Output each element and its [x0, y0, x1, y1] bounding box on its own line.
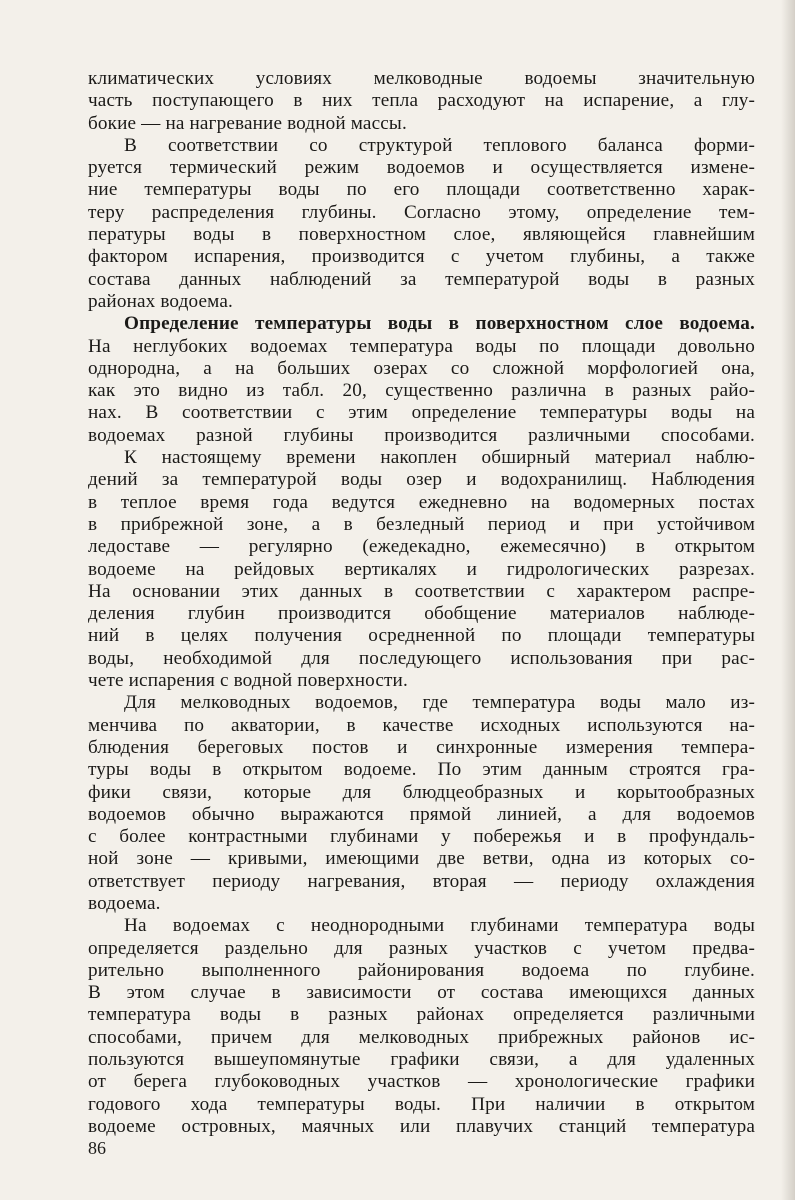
paragraph-3 [88, 313, 755, 447]
text-line: состава данных наблюдений за температурой воды в разных [88, 268, 755, 290]
paragraph-5 [88, 692, 755, 915]
text-line: туры воды в открытом водоеме. По этим данным строятся гра- [88, 759, 755, 781]
text-line: ледоставе — регулярно (ежедекадно, ежемесячно) в открытом [88, 536, 755, 558]
text-line: способами, причем для мелководных прибрежных районов ис- [88, 1026, 755, 1048]
text-line: пользуются вышеупомянутые графики связи, а для удаленных [88, 1049, 755, 1071]
text-line: К настоящему времени накоплен обширный материал наблю- [124, 447, 755, 469]
text-line: водоеме островных, маячных или плавучих станций температура [88, 1115, 755, 1137]
paragraph-6 [88, 915, 755, 1138]
page-body [88, 68, 755, 1138]
text-line: руется термический режим водоемов и осуществляется измене- [88, 157, 755, 179]
text-line: деления глубин производится обобщение материалов наблюде- [88, 603, 755, 625]
text-line: нах. В соответствии с этим определение температуры воды на [88, 402, 755, 424]
paragraph-2 [88, 135, 755, 313]
page-number: 86 [88, 1138, 106, 1158]
text-line: в теплое время года ведутся ежедневно на водомерных постах [88, 491, 755, 513]
text-line: фактором испарения, производится с учетом глубины, а также [88, 246, 755, 268]
section-heading: Определение температуры воды в поверхностном слое водоема. [124, 313, 755, 335]
text-line: ответствует периоду нагревания, вторая — периоду охлаждения [88, 870, 755, 892]
text-line: водоеме на рейдовых вертикалях и гидрологических разрезах. [88, 558, 755, 580]
text-line: теру распределения глубины. Согласно этому, определение тем- [88, 201, 755, 223]
text-line: На неглубоких водоемах температура воды по площади довольно [88, 335, 755, 357]
text-line: ние температуры воды по его площади соответственно харак- [88, 179, 755, 201]
text-line: водоемов обычно выражаются прямой линией, а для водоемов [88, 803, 755, 825]
text-line: водоемах разной глубины производится различными способами. [88, 424, 755, 446]
text-line: в прибрежной зоне, а в безледный период и при устойчивом [88, 513, 755, 535]
text-line: В соответствии со структурой теплового баланса форми- [124, 134, 755, 156]
text-line: менчива по акватории, в качестве исходных используются на- [88, 714, 755, 736]
text-line: водоема. [88, 892, 161, 914]
text-line: температура воды в разных районах определяется различными [88, 1004, 755, 1026]
text-line: ной зоне — кривыми, имеющими две ветви, одна из которых со- [88, 848, 755, 870]
text-line: часть поступающего в них тепла расходуют на испарение, а глу- [88, 90, 755, 112]
paragraph-4 [88, 447, 755, 692]
page-edge-shadow [781, 0, 795, 1200]
text-line: однородна, а на больших озерах со сложной морфологией она, [88, 357, 755, 379]
text-line: Для мелководных водоемов, где температура воды мало из- [124, 692, 755, 714]
text-line: воды, необходимой для последующего использования при рас- [88, 647, 755, 669]
text-line: На основании этих данных в соответствии с характером распре- [88, 580, 755, 602]
text-line: На водоемах с неоднородными глубинами температура воды [124, 915, 755, 937]
text-line: с более контрастными глубинами у побережья и в профундаль- [88, 826, 755, 848]
text-line: чете испарения с водной поверхности. [88, 670, 408, 692]
text-line: климатических условиях мелководные водоемы значительную [88, 68, 755, 89]
text-line: определяется раздельно для разных участков с учетом предва- [88, 937, 755, 959]
text-line: годового хода температуры воды. При наличии в открытом [88, 1093, 755, 1115]
paragraph-1 [88, 68, 755, 135]
text-line: как это видно из табл. 20, существенно различна в разных райо- [88, 380, 755, 402]
text-line: бокие — на нагревание водной массы. [88, 112, 407, 134]
text-line: районах водоема. [88, 290, 233, 312]
text-line: пературы воды в поверхностном слое, являющейся главнейшим [88, 224, 755, 246]
text-line: фики связи, которые для блюдцеобразных и корытообразных [88, 781, 755, 803]
text-line: блюдения береговых постов и синхронные измерения темпера- [88, 736, 755, 758]
text-line: от берега глубоководных участков — хронологические графики [88, 1071, 755, 1093]
text-line: В этом случае в зависимости от состава имеющихся данных [88, 982, 755, 1004]
text-line: рительно выполненного районирования водоема по глубине. [88, 959, 755, 981]
text-line: дений за температурой воды озер и водохранилищ. Наблюдения [88, 469, 755, 491]
text-line: ний в целях получения осредненной по площади температуры [88, 625, 755, 647]
